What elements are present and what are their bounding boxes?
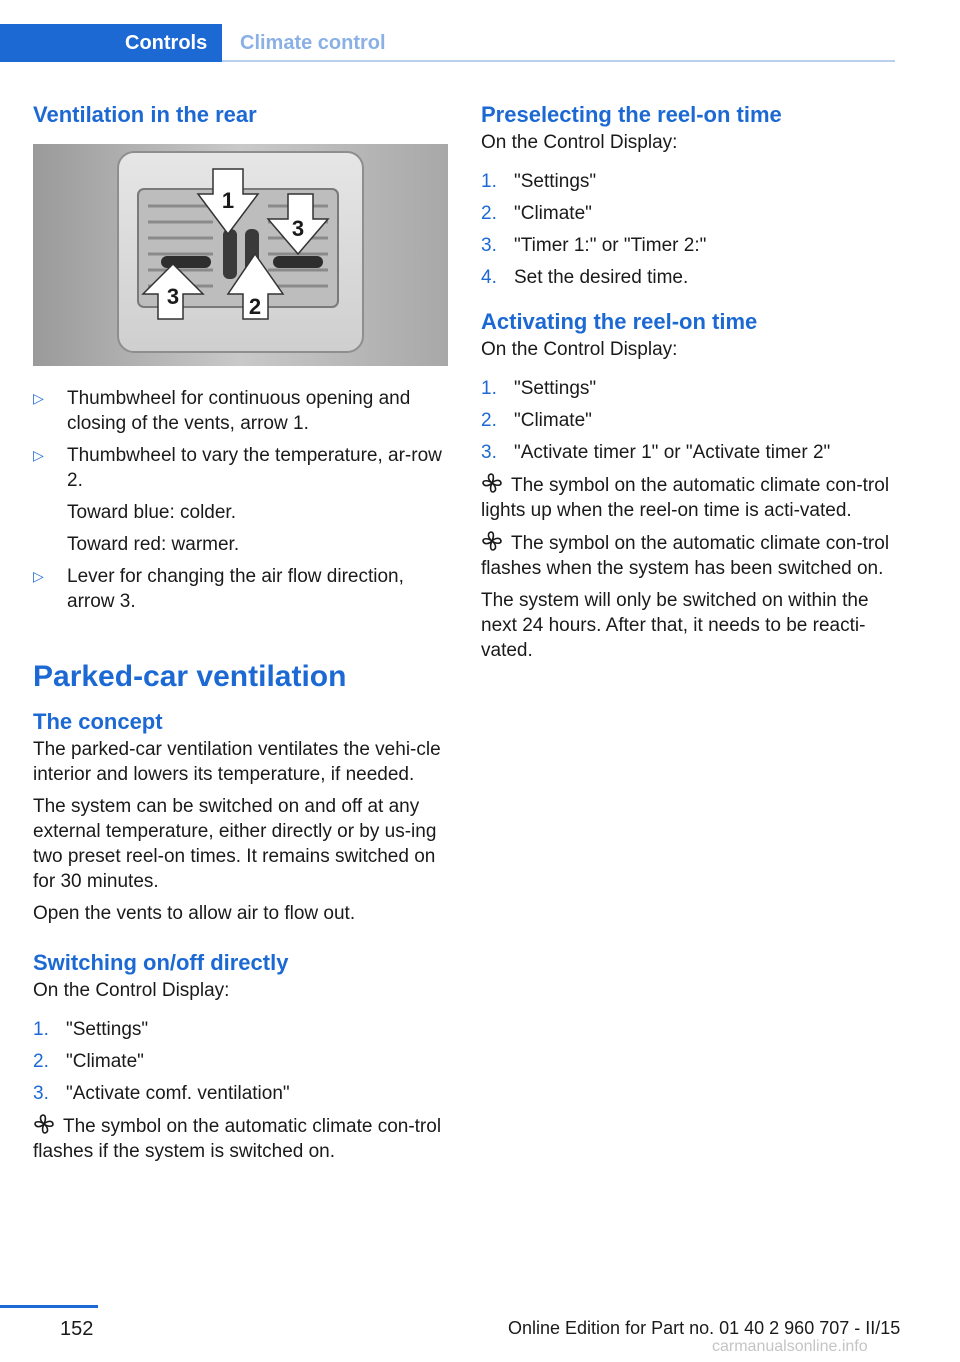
activating-final-paragraph: The system will only be switched on within the next 24 hours. After that, it needs to be reacti‐vated. <box>481 590 869 661</box>
preselecting-intro: On the Control Display: <box>481 132 678 153</box>
preselecting-heading: Preselecting the reel-on time <box>481 102 782 127</box>
edition-note: Online Edition for Part no. 01 40 2 960 707 - II/15 <box>508 1318 901 1338</box>
figure-label-2: 2 <box>248 294 262 319</box>
list-item: 2. "Climate" <box>481 410 592 431</box>
list-item: 1. "Settings" <box>33 1019 149 1040</box>
tab-controls[interactable]: Controls <box>0 24 222 62</box>
parked-car-ventilation-heading: Parked-car ventilation <box>33 660 347 693</box>
triangle-bullet-icon: ▷ <box>33 568 44 584</box>
list-subtext: Toward blue: colder. <box>67 502 236 523</box>
switching-intro: On the Control Display: <box>33 980 230 1001</box>
page-number: 152 <box>60 1318 94 1340</box>
list-item: ▷ Thumbwheel for continuous opening and closing of the vents, arrow 1. <box>33 388 411 434</box>
switching-note: The symbol on the automatic climate con‐trol flashes if the system is switched on. <box>33 1113 448 1164</box>
fan-icon <box>481 472 503 494</box>
fan-icon <box>481 530 503 552</box>
fan-icon <box>33 1113 55 1135</box>
concept-paragraph-3: Open the vents to allow air to flow out. <box>33 903 356 924</box>
list-item: 3. "Activate comf. ventilation" <box>33 1083 290 1104</box>
list-item: 2. "Climate" <box>33 1051 144 1072</box>
list-item: 4. Set the desired time. <box>481 267 689 288</box>
switching-steps <box>33 1017 448 1106</box>
rear-ventilation-list <box>33 386 448 614</box>
header-divider <box>222 60 895 62</box>
activating-steps <box>481 376 896 465</box>
list-item: 3. "Timer 1:" or "Timer 2:" <box>481 235 707 256</box>
triangle-bullet-icon: ▷ <box>33 447 44 463</box>
preselecting-steps <box>481 169 896 290</box>
watermark: carmanualsonline.info <box>712 1338 868 1355</box>
rear-ventilation-heading: Ventilation in the rear <box>33 102 257 127</box>
right-column <box>481 100 896 663</box>
header-tabs <box>0 24 895 62</box>
concept-heading: The concept <box>33 709 163 734</box>
concept-paragraph-2: The system can be switched on and off at any external temperature, either directly or by us‐ing two preset reel-on times. It remains switched on for 30 minutes. <box>33 796 437 892</box>
tab-climate-control[interactable]: Climate control <box>240 32 386 54</box>
list-item: ▷ Thumbwheel to vary the temperature, ar‐row 2. Toward blue: colder. Toward red: warmer. <box>33 443 448 557</box>
list-item: ▷ Lever for changing the air flow direction, arrow 3. <box>33 566 404 612</box>
activating-note-1: The symbol on the automatic climate con‐trol lights up when the reel-on time is acti‐vated. <box>481 472 896 523</box>
left-column <box>33 100 448 1164</box>
figure-label-3-left: 3 <box>166 284 180 309</box>
rear-vents-figure <box>33 144 448 366</box>
switching-heading: Switching on/off directly <box>33 950 289 975</box>
list-item: 3. "Activate timer 1" or "Activate timer 2" <box>481 442 831 463</box>
footer-rule <box>0 1305 98 1308</box>
list-item: 1. "Settings" <box>481 171 597 192</box>
triangle-bullet-icon: ▷ <box>33 390 44 406</box>
figure-label-3-right: 3 <box>291 216 305 241</box>
activating-note-2: The symbol on the automatic climate con‐trol flashes when the system has been switched on. <box>481 530 896 581</box>
list-item: 2. "Climate" <box>481 203 592 224</box>
activating-heading: Activating the reel-on time <box>481 309 758 334</box>
list-item: 1. "Settings" <box>481 378 597 399</box>
figure-label-1: 1 <box>221 188 235 213</box>
list-subtext: Toward red: warmer. <box>67 534 240 555</box>
concept-paragraph-1: The parked-car ventilation ventilates the vehi‐cle interior and lowers its temperature, if needed. <box>33 739 441 785</box>
activating-intro: On the Control Display: <box>481 339 678 360</box>
